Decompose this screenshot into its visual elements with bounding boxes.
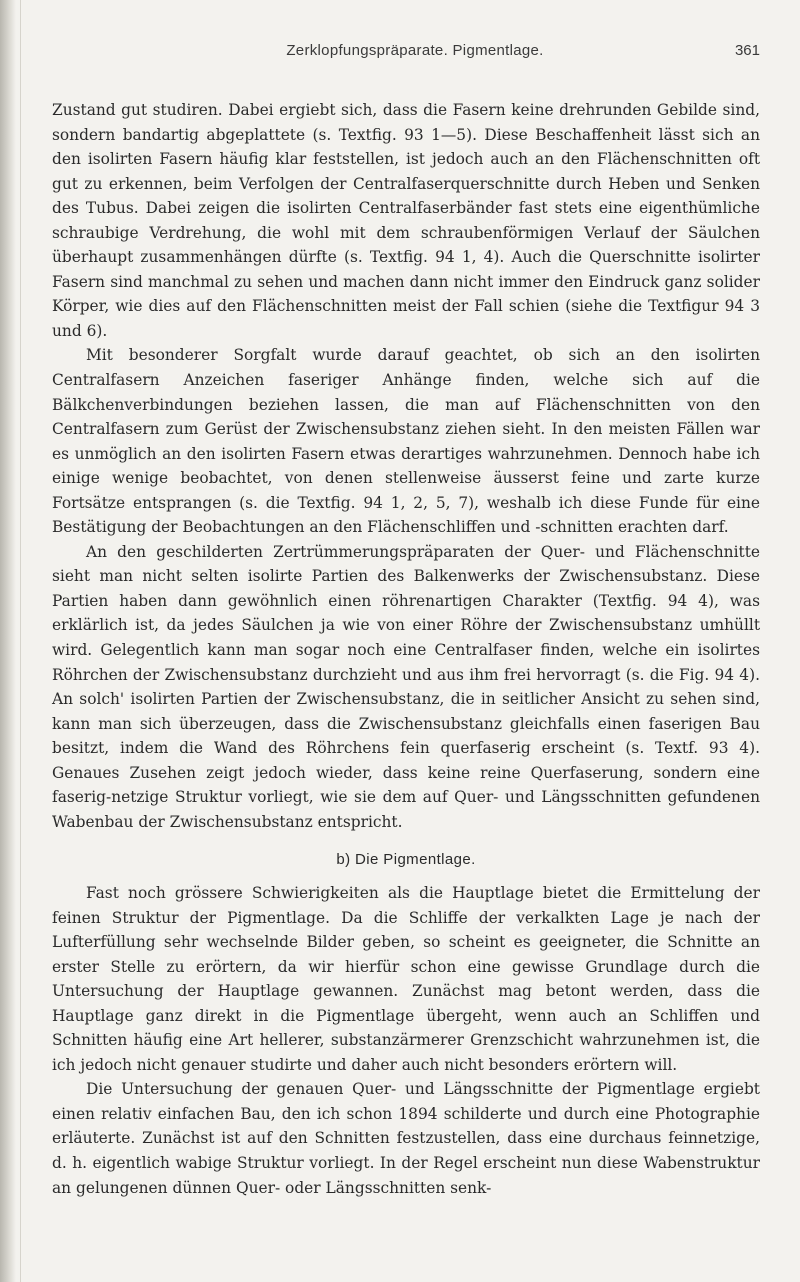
gutter-line: [20, 0, 21, 1282]
section-heading: b) Die Pigmentlage.: [336, 851, 476, 869]
paragraph-2: Mit besonderer Sorgfalt wurde darauf geachtet, ob sich an den isolirten Centralfasern Anzeichen faseriger Anhänge finden, welche sich auf die Bälkchenverbindungen beziehen lassen, die man auf Flächenschnitten von den Centralfasern zum Gerüst der Zwischensubstanz ziehen sieht. In den meisten Fällen war es unmöglich an den isolirten Fasern etwas derartiges wahrzunehmen. Dennoch habe ich einige wenige beobachtet, von denen stellenweise äusserst feine und zarte kurze Fortsätze entsprangen (s. die Textfig. 94 1, 2, 5, 7), weshalb ich diese Funde für eine Bestätigung der Beobachtungen an den Flächenschliffen und -schnitten erachten darf.: [52, 346, 760, 537]
body-text: [52, 98, 760, 1200]
paragraph-3: An den geschilderten Zertrümmerungspräparaten der Quer- und Flächenschnitte sieht man nicht selten isolirte Partien des Balkenwerks der Zwischensubstanz. Diese Partien haben dann gewöhnlich einen röhrenartigen Charakter (Textfig. 94 4), was erklärlich ist, da jedes Säulchen ja wie von einer Röhre der Zwischensubstanz umhüllt wird. Gelegentlich kann man sogar noch eine Centralfaser finden, welche ein isolirtes Röhrchen der Zwischensubstanz durchzieht und aus ihm frei hervorragt (s. die Fig. 94 4). An solch' isolirten Partien der Zwischensubstanz, die in seitlicher Ansicht zu sehen sind, kann man sich überzeugen, dass die Zwischensubstanz gleichfalls einen faserigen Bau besitzt, indem die Wand des Röhrchens fein querfaserig erscheint (s. Textf. 93 4). Genaues Zusehen zeigt jedoch wieder, dass keine reine Querfaserung, sondern eine faserig-netzige Struktur vorliegt, wie sie dem auf Quer- und Längsschnitten gefundenen Wabenbau der Zwischensubstanz entspricht.: [52, 542, 760, 831]
page-number: 361: [734, 42, 760, 59]
paragraph-5: Die Untersuchung der genauen Quer- und Längsschnitte der Pigmentlage ergiebt einen relativ einfachen Bau, den ich schon 1894 schilderte und durch eine Photographie erläuterte. Zunächst ist auf den Schnitten festzustellen, dass eine durchaus feinnetzige, d. h. eigentlich wabige Struktur vorliegt. In der Regel erscheint nun diese Wabenstruktur an gelungenen dünnen Quer- oder Längsschnitten senk-: [52, 1080, 760, 1197]
page-header: [0, 42, 800, 76]
book-spine-shadow: [0, 0, 16, 1282]
paragraph-4: Fast noch grössere Schwierigkeiten als die Hauptlage bietet die Ermittelung der feinen Struktur der Pigmentlage. Da die Schliffe der verkalkten Lage je nach der Lufterfüllung sehr wechselnde Bilder geben, so scheint es geeigneter, die Schnitte an erster Stelle zu erörtern, da wir hierfür schon eine gewisse Grundlage durch die Untersuchung der Hauptlage gewannen. Zunächst mag betont werden, dass die Hauptlage ganz direkt in die Pigmentlage übergeht, wenn auch an Schliffen und Schnitten häufig eine Art hellerer, substanzärmerer Grenzschicht wahrzunehmen ist, die ich jedoch nicht genauer studirte und daher auch nicht besonders erörtern will.: [52, 883, 760, 1074]
paragraph-1: Zustand gut studiren. Dabei ergiebt sich, dass die Fasern keine drehrunden Gebilde sind, sondern bandartig abgeplattete (s. Textfig. 93 1—5). Diese Beschaffenheit lässt sich an den isolirten Fasern häufig klar feststellen, ist jedoch auch an den Flächenschnitten oft gut zu erkennen, beim Verfolgen der Centralfaserquerschnitte durch Heben und Senken des Tubus. Dabei zeigen die isolirten Centralfaserbänder fast stets eine eigenthümliche schraubige Verdrehung, die wohl mit dem schraubenförmigen Verlauf der Säulchen überhaupt zusammenhängen dürfte (s. Textfig. 94 1, 4). Auch die Querschnitte isolirter Fasern sind manchmal zu sehen und machen dann nicht immer den Eindruck ganz solider Körper, wie dies auf den Flächenschnitten meist der Fall schien (siehe die Textfigur 94 3 und 6).: [52, 101, 760, 340]
running-title: Zerklopfungspräparate. Pigmentlage.: [286, 42, 544, 59]
